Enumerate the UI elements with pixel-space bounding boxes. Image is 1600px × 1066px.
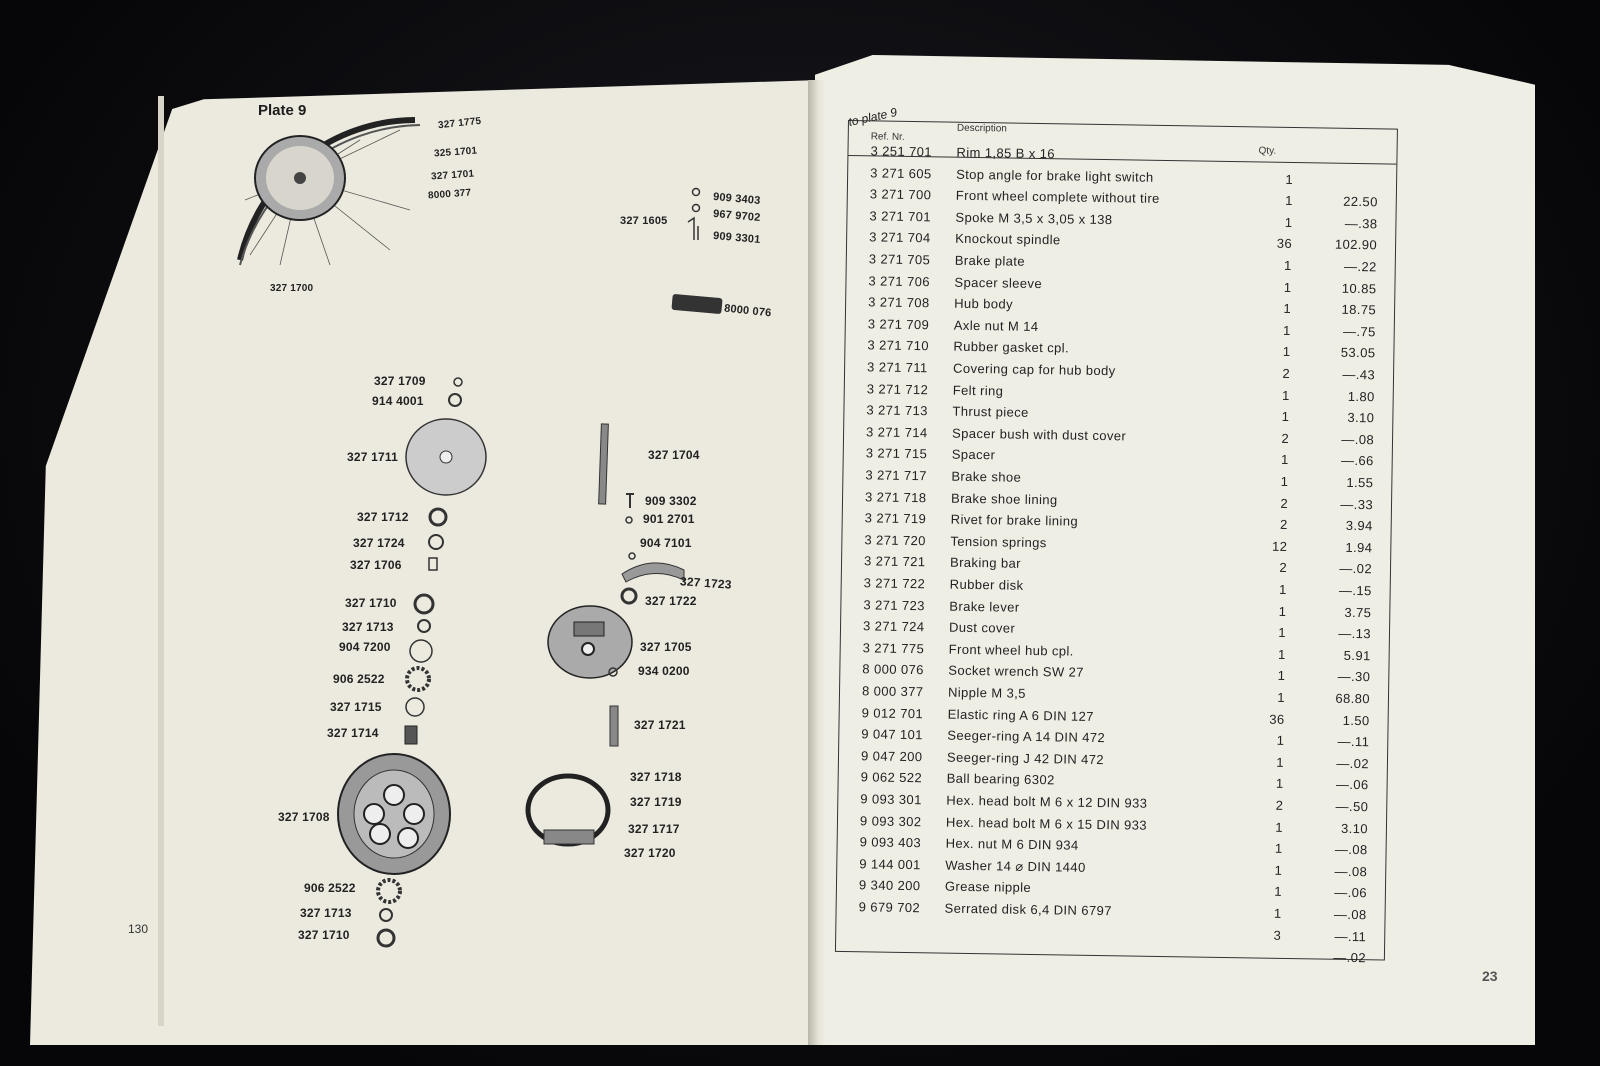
part-ref-number: 3 271 722 bbox=[863, 575, 926, 592]
part-description: Dust cover bbox=[948, 619, 1016, 636]
part-quantity: 1 bbox=[1285, 171, 1294, 187]
right-page-number: 23 bbox=[1482, 968, 1498, 984]
part-description: Rivet for brake lining bbox=[950, 511, 1079, 529]
part-ref-number: 3 271 709 bbox=[867, 316, 930, 333]
part-price: 1.55 bbox=[1346, 474, 1374, 491]
callout-label: 909 3403 bbox=[712, 190, 761, 208]
callout-label: 327 1709 bbox=[374, 374, 426, 388]
part-price: —.38 bbox=[1344, 215, 1378, 232]
part-description: Nipple M 3,5 bbox=[947, 684, 1026, 701]
part-description: Spacer sleeve bbox=[954, 274, 1043, 291]
part-description: Knockout spindle bbox=[955, 231, 1061, 248]
column-header-ref: Ref. Nr. bbox=[870, 131, 905, 143]
part-ref-number: 3 271 717 bbox=[865, 467, 927, 484]
part-description: Felt ring bbox=[952, 382, 1004, 399]
part-quantity: 2 bbox=[1279, 560, 1288, 576]
part-quantity: 1 bbox=[1276, 732, 1285, 749]
column-header-description: Description bbox=[956, 122, 1007, 135]
part-ref-number: 3 271 605 bbox=[870, 164, 932, 181]
callout-label: 327 1705 bbox=[640, 640, 692, 654]
part-price: —.50 bbox=[1335, 798, 1369, 815]
part-ref-number: 3 271 701 bbox=[869, 208, 932, 225]
part-price: —.75 bbox=[1342, 323, 1376, 340]
part-quantity: 1 bbox=[1275, 776, 1284, 792]
part-description: Ball bearing 6302 bbox=[946, 771, 1055, 788]
part-price bbox=[1319, 150, 1379, 151]
part-price: —.02 bbox=[1339, 561, 1373, 577]
part-price: 10.85 bbox=[1341, 280, 1377, 296]
left-page-number: 130 bbox=[128, 922, 149, 936]
callout-label: 327 1706 bbox=[350, 558, 402, 572]
callout-label: 327 1714 bbox=[327, 726, 379, 740]
part-price bbox=[1318, 172, 1378, 173]
part-quantity: 1 bbox=[1281, 409, 1290, 425]
part-description: Brake shoe lining bbox=[950, 490, 1058, 507]
part-quantity: 1 bbox=[1274, 862, 1283, 878]
callout-label: 914 4001 bbox=[372, 394, 424, 408]
part-ref-number: 3 271 715 bbox=[865, 445, 928, 462]
part-description: Rim 1,85 B x 16 bbox=[956, 144, 1056, 162]
part-quantity: 1 bbox=[1277, 646, 1286, 662]
part-ref-number: 9 679 702 bbox=[858, 899, 921, 916]
part-description: Spacer bbox=[951, 447, 996, 463]
part-description: Braking bar bbox=[949, 555, 1022, 572]
part-description: Hex. nut M 6 DIN 934 bbox=[945, 835, 1079, 853]
part-description: Socket wrench SW 27 bbox=[948, 663, 1084, 681]
part-price: 3.75 bbox=[1344, 604, 1372, 620]
part-quantity: 2 bbox=[1280, 495, 1289, 511]
part-ref-number: 9 047 101 bbox=[861, 726, 923, 743]
part-description: Covering cap for hub body bbox=[952, 360, 1116, 379]
part-quantity: 1 bbox=[1283, 279, 1292, 295]
callout-label: 8000 076 bbox=[723, 302, 772, 320]
part-description: Hex. head bolt M 6 x 12 DIN 933 bbox=[946, 792, 1148, 811]
part-quantity: 1 bbox=[1282, 322, 1291, 338]
part-ref-number: 3 271 713 bbox=[866, 402, 928, 419]
part-description: Serrated disk 6,4 DIN 6797 bbox=[944, 900, 1112, 919]
callout-label: 327 1722 bbox=[645, 594, 697, 608]
part-quantity: 3 bbox=[1273, 927, 1282, 943]
callout-label: 327 1713 bbox=[300, 906, 352, 920]
part-price: 5.91 bbox=[1343, 647, 1371, 664]
callout-label: 904 7101 bbox=[640, 536, 692, 550]
part-ref-number: 3 271 721 bbox=[863, 553, 926, 570]
part-price: —.06 bbox=[1335, 777, 1369, 793]
callout-label: 327 1715 bbox=[330, 700, 382, 714]
plate-title: Plate 9 bbox=[258, 102, 307, 119]
part-quantity: 2 bbox=[1281, 430, 1290, 446]
part-description: Spoke M 3,5 x 3,05 x 138 bbox=[955, 209, 1113, 227]
part-price: 3.10 bbox=[1347, 410, 1375, 426]
part-description: Front wheel hub cpl. bbox=[948, 641, 1074, 659]
callout-label: 327 1708 bbox=[278, 810, 330, 824]
part-price: 1.94 bbox=[1345, 539, 1373, 556]
part-ref-number: 9 144 001 bbox=[859, 856, 921, 873]
part-quantity: 1 bbox=[1274, 840, 1283, 857]
callout-label: 327 1701 bbox=[430, 168, 475, 183]
wheel-illustration bbox=[240, 120, 420, 265]
part-price: 18.75 bbox=[1341, 301, 1377, 318]
part-description: Washer 14 ⌀ DIN 1440 bbox=[945, 857, 1086, 875]
part-ref-number: 9 093 302 bbox=[859, 812, 922, 829]
part-quantity: 1 bbox=[1284, 214, 1293, 230]
part-ref-number: 3 271 719 bbox=[864, 510, 927, 527]
part-ref-number: 9 340 200 bbox=[858, 877, 921, 894]
callout-label: 327 1713 bbox=[342, 620, 394, 634]
part-ref-number: 9 093 403 bbox=[859, 834, 922, 851]
callout-label: 909 3301 bbox=[712, 229, 761, 247]
part-price: —.02 bbox=[1336, 755, 1370, 772]
part-ref-number: 3 271 723 bbox=[863, 596, 925, 613]
part-ref-number: 3 271 714 bbox=[865, 424, 928, 441]
callout-label: 327 1720 bbox=[624, 846, 676, 860]
callout-label: 967 9702 bbox=[712, 207, 761, 225]
callout-label: 906 2522 bbox=[333, 672, 385, 686]
part-quantity: 12 bbox=[1271, 538, 1288, 554]
part-quantity: 2 bbox=[1275, 797, 1284, 813]
callout-label: 327 1710 bbox=[298, 928, 350, 942]
part-ref-number: 8 000 076 bbox=[862, 661, 924, 678]
part-ref-number: 3 271 710 bbox=[867, 337, 930, 354]
part-quantity: 1 bbox=[1280, 452, 1289, 468]
callout-label: 327 1717 bbox=[628, 822, 680, 836]
callout-label: 904 7200 bbox=[339, 640, 391, 654]
part-price: —.30 bbox=[1337, 669, 1371, 685]
part-price: —.13 bbox=[1338, 625, 1372, 642]
part-price: 3.10 bbox=[1340, 820, 1369, 836]
callout-label: 327 1710 bbox=[345, 596, 397, 610]
part-description: Brake shoe bbox=[951, 468, 1022, 485]
part-ref-number: 3 271 705 bbox=[868, 251, 931, 268]
part-description: Spacer bush with dust cover bbox=[951, 425, 1127, 444]
part-ref-number: 8 000 377 bbox=[861, 683, 924, 700]
part-quantity: 1 bbox=[1278, 581, 1287, 597]
callout-label: 327 1718 bbox=[630, 770, 682, 784]
part-quantity: 1 bbox=[1276, 754, 1285, 770]
part-quantity: 1 bbox=[1278, 625, 1287, 641]
part-quantity: 1 bbox=[1275, 819, 1284, 835]
part-price: —.22 bbox=[1343, 258, 1377, 275]
part-description: Front wheel complete without tire bbox=[955, 187, 1160, 207]
callout-label: 327 1712 bbox=[357, 510, 409, 524]
part-description: Grease nipple bbox=[944, 879, 1032, 896]
part-price: 22.50 bbox=[1343, 193, 1378, 210]
parts-table bbox=[835, 120, 1398, 966]
part-ref-number: 3 271 720 bbox=[864, 532, 926, 549]
part-price: 53.05 bbox=[1340, 345, 1376, 361]
callout-label: 325 1701 bbox=[433, 145, 478, 160]
part-description: Thrust piece bbox=[952, 403, 1029, 421]
part-ref-number: 3 271 775 bbox=[862, 640, 925, 657]
callout-label: 327 1724 bbox=[353, 536, 405, 550]
part-price: 102.90 bbox=[1334, 237, 1378, 253]
part-price: —.66 bbox=[1340, 453, 1374, 469]
part-quantity: 36 bbox=[1276, 236, 1293, 252]
part-ref-number: 3 271 700 bbox=[869, 186, 932, 203]
part-description: Hub body bbox=[954, 295, 1014, 312]
callout-label: 934 0200 bbox=[638, 664, 690, 678]
callout-label: 901 2701 bbox=[643, 512, 695, 526]
part-price: —.02 bbox=[1333, 949, 1367, 966]
part-description: Elastic ring A 6 DIN 127 bbox=[947, 706, 1094, 724]
part-quantity: 1 bbox=[1283, 301, 1292, 317]
part-ref-number: 3 271 708 bbox=[868, 294, 930, 311]
part-quantity: 1 bbox=[1280, 473, 1289, 489]
part-price: 3.94 bbox=[1345, 518, 1373, 534]
part-price: 1.80 bbox=[1347, 388, 1375, 404]
part-description: Brake lever bbox=[949, 598, 1020, 615]
part-quantity: 1 bbox=[1281, 387, 1290, 403]
part-ref-number: 3 251 701 bbox=[870, 143, 933, 160]
part-ref-number: 9 093 301 bbox=[860, 791, 922, 808]
callout-label: 327 1721 bbox=[634, 718, 686, 732]
part-quantity: 1 bbox=[1285, 193, 1293, 209]
part-description: Stop angle for brake light switch bbox=[956, 166, 1154, 185]
part-price: —.11 bbox=[1334, 928, 1367, 944]
part-price: 68.80 bbox=[1335, 690, 1371, 707]
callout-label: 327 1700 bbox=[270, 283, 314, 294]
part-ref-number: 9 012 701 bbox=[861, 704, 924, 721]
part-description: Seeger-ring J 42 DIN 472 bbox=[946, 749, 1105, 767]
callout-label: 8000 377 bbox=[427, 187, 472, 202]
callout-label: 327 1719 bbox=[630, 795, 682, 809]
part-price: —.15 bbox=[1338, 582, 1372, 599]
part-price: —.06 bbox=[1334, 885, 1368, 901]
part-ref-number: 3 271 718 bbox=[864, 488, 927, 505]
part-ref-number: 3 271 706 bbox=[868, 272, 931, 289]
part-ref-number: 9 047 200 bbox=[860, 748, 923, 765]
column-header-qty: Qty. bbox=[1258, 145, 1277, 157]
part-price: —.33 bbox=[1340, 496, 1374, 512]
callout-label: 327 1704 bbox=[648, 448, 700, 462]
part-quantity: 1 bbox=[1277, 689, 1286, 705]
part-price: —.11 bbox=[1337, 733, 1370, 750]
part-price: —.08 bbox=[1333, 906, 1367, 923]
part-description: Seeger-ring A 14 DIN 472 bbox=[947, 727, 1106, 746]
part-description: Rubber gasket cpl. bbox=[953, 339, 1070, 356]
part-quantity: 1 bbox=[1274, 884, 1283, 900]
table-heading: to plate 9 bbox=[847, 105, 899, 129]
part-description: Brake plate bbox=[954, 252, 1026, 269]
part-quantity: 1 bbox=[1273, 905, 1282, 921]
part-price: —.43 bbox=[1342, 366, 1376, 383]
part-ref-number: 3 271 724 bbox=[862, 618, 925, 635]
exploded-parts-diagram bbox=[0, 0, 820, 1000]
callout-label: 327 1605 bbox=[620, 215, 668, 227]
part-price: —.08 bbox=[1334, 863, 1368, 880]
callout-label: 909 3302 bbox=[645, 494, 697, 508]
callout-label: 327 1775 bbox=[437, 115, 482, 132]
part-quantity: 1 bbox=[1278, 603, 1287, 619]
part-ref-number: 3 271 712 bbox=[866, 380, 929, 397]
part-quantity: 1 bbox=[1284, 257, 1292, 273]
part-price: —.08 bbox=[1341, 431, 1375, 448]
part-description: Axle nut M 14 bbox=[953, 317, 1039, 334]
part-quantity: 36 bbox=[1269, 711, 1285, 727]
callout-label: 327 1723 bbox=[679, 574, 733, 592]
part-price: 1.50 bbox=[1342, 712, 1370, 728]
part-quantity: 1 bbox=[1282, 344, 1291, 360]
part-ref-number: 3 271 711 bbox=[867, 359, 928, 376]
part-ref-number: 9 062 522 bbox=[860, 769, 923, 786]
part-description: Rubber disk bbox=[949, 576, 1024, 593]
part-quantity: 2 bbox=[1279, 517, 1288, 533]
part-ref-number: 3 271 704 bbox=[869, 229, 931, 246]
part-description: Hex. head bolt M 6 x 15 DIN 933 bbox=[945, 814, 1148, 833]
part-quantity: 2 bbox=[1282, 365, 1291, 381]
callout-label: 906 2522 bbox=[304, 881, 356, 895]
callout-label: 327 1711 bbox=[347, 450, 398, 464]
part-quantity: 1 bbox=[1277, 668, 1286, 684]
part-description: Tension springs bbox=[950, 533, 1047, 550]
part-price: —.08 bbox=[1334, 841, 1368, 858]
